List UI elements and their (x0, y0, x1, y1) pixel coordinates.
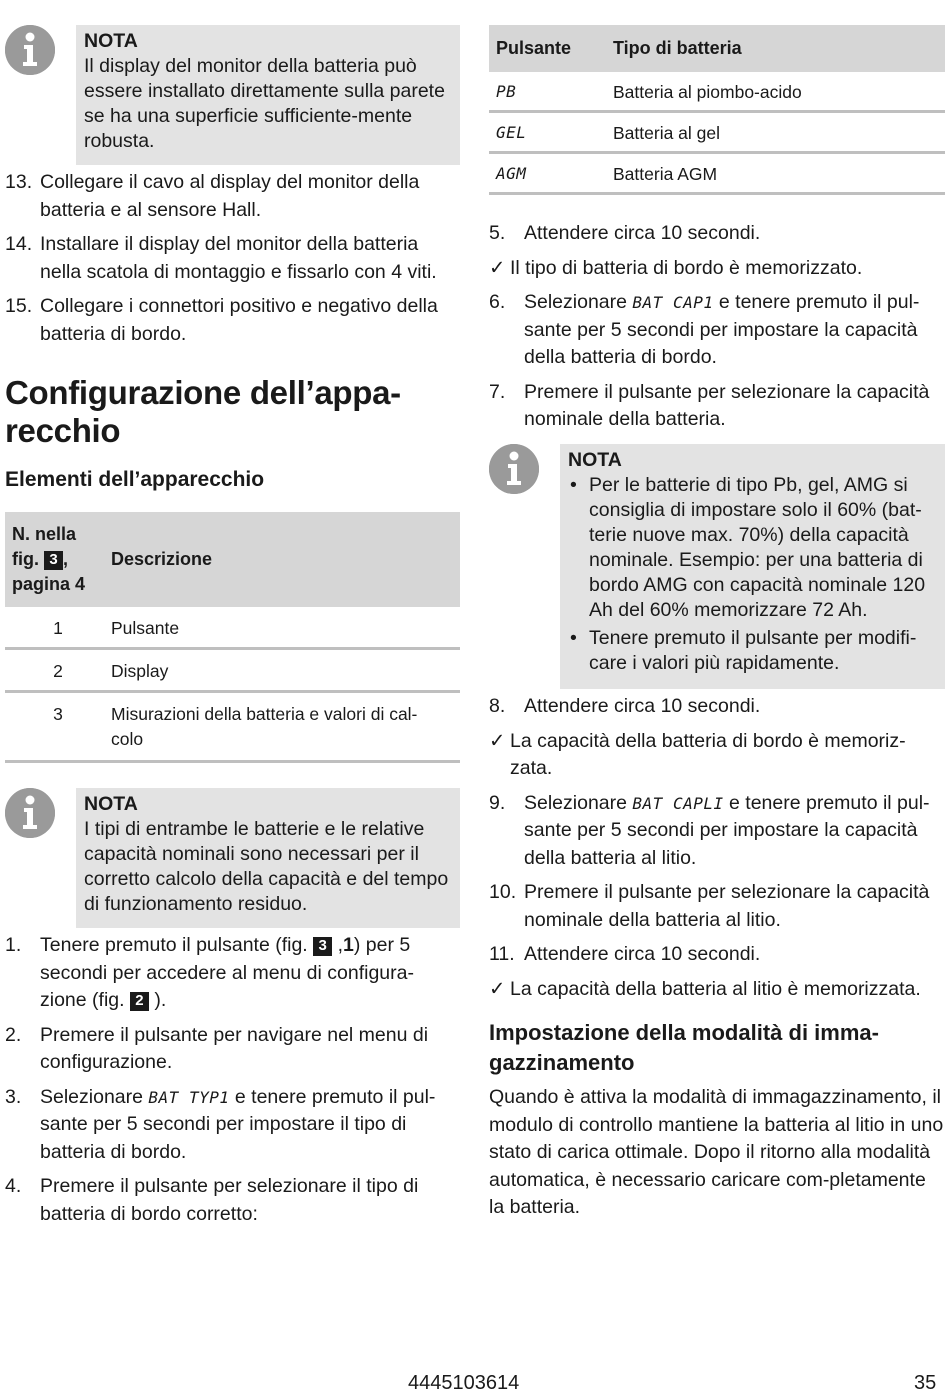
step-number: 9. (489, 791, 506, 814)
note-bullet: • Per le batterie di tipo Pb, gel, AMG si consiglia di impostare solo il 60% (bat-terie nuove max. 70%) della capacità nominale. Esempio: per una batteria di bordo AMG con capacità nominale 120 Ah del 60% memorizzare 72 Ah. (568, 473, 937, 623)
table-row (489, 153, 945, 194)
heading-line: gazzinamento (489, 1050, 635, 1075)
step-number: 13. (5, 171, 33, 193)
elements-table (5, 512, 460, 763)
table-row (5, 607, 460, 649)
page-number: 35 (914, 1372, 937, 1394)
step-number: 8. (489, 695, 506, 717)
heading-line: Configurazione dell’appa- (5, 374, 401, 411)
table-cell-number: 2 (5, 649, 111, 692)
step-text: Collegare i connettori positivo e negativo della batteria di bordo. (40, 295, 438, 345)
table-cell-description: Pulsante (111, 607, 460, 649)
lcd-menu-code: BAT CAP1 (632, 293, 714, 312)
step-3 (5, 1084, 460, 1167)
step-text: Premere il pulsante per navigare nel menu di configurazione. (40, 1023, 429, 1073)
result-step-8 (489, 728, 945, 783)
step-number: 11. (489, 943, 515, 965)
heading-line: recchio (5, 412, 121, 449)
step-number: 4. (5, 1175, 22, 1197)
header-text: pagina 4 (12, 574, 86, 594)
info-icon (5, 788, 55, 838)
table-row (489, 112, 945, 153)
step-number: 6. (489, 291, 506, 313)
table-header-description: Descrizione (111, 512, 460, 607)
note-title: NOTA (84, 30, 138, 52)
note-box (76, 25, 460, 165)
document-number: 4445103614 (408, 1372, 520, 1394)
step-text: Premere il pulsante per selezionare la capacità nominale della batteria. (524, 380, 930, 430)
step-text: Selezionare (40, 1085, 143, 1108)
check-icon: ✓ (489, 729, 506, 752)
step-6 (489, 289, 945, 372)
lcd-button-code: GEL (489, 112, 613, 153)
step-11 (489, 941, 945, 969)
table-row (489, 72, 945, 112)
table-cell-number: 1 (5, 607, 111, 649)
result-text: Il tipo di batteria di bordo è memorizzato. (510, 256, 863, 279)
step-text: ). (154, 989, 167, 1011)
table-cell-type: Batteria AGM (613, 153, 945, 194)
lcd-button-code: AGM (489, 153, 613, 194)
step-13 (5, 169, 460, 224)
step-text: , (337, 934, 343, 956)
step-text: Tenere premuto il pulsante (fig. (40, 934, 308, 956)
table-cell-description: Misurazioni della batteria e valori di cal-colo (111, 692, 460, 762)
check-icon: ✓ (489, 977, 506, 1000)
note-text: Il display del monitor della batteria può essere installato direttamente sulla parete se ha una superficie sufficiente-mente robusta. (84, 55, 445, 152)
step-14 (5, 231, 460, 286)
note-bullets (568, 473, 937, 676)
note-title: NOTA (568, 449, 622, 471)
note-wall-mount (5, 25, 460, 165)
step-text: ) per 5 secondi per accedere al menu di configura-zione (fig. (40, 934, 414, 1011)
figure-ref-badge: 3 (44, 551, 63, 570)
step-number: 10. (489, 881, 517, 903)
table-row (5, 649, 460, 692)
step-5 (489, 220, 945, 248)
storage-mode-paragraph: Quando è attiva la modalità di immagazzinamento, il modulo di controllo mantiene la batteria al litio in uno stato di carica ottimale. Dopo il ritorno alla modalità automatica, è necessario caricare com-pletamente la batteria. (489, 1086, 944, 1218)
section-heading (5, 374, 460, 450)
heading-line: Impostazione della modalità di imma- (489, 1020, 879, 1045)
note-battery-types (5, 788, 460, 928)
header-text: N. nella (12, 524, 77, 544)
result-step-5 (489, 255, 945, 283)
table-cell-description: Display (111, 649, 460, 692)
subheading: Elementi dell’apparecchio (5, 468, 265, 491)
step-number: 3. (5, 1085, 22, 1108)
step-text: Installare il display del monitor della batteria nella scatola di montaggio e fissarlo con 4 viti. (40, 233, 437, 283)
step-7 (489, 379, 945, 434)
install-steps (5, 169, 460, 355)
step-1 (5, 932, 460, 1015)
figure-ref-badge: 3 (313, 937, 332, 956)
table-cell-type: Batteria al gel (613, 112, 945, 153)
step-text: e tenere premuto il pul-sante per 5 secondi per impostare il tipo di batteria di bordo. (40, 1085, 436, 1163)
step-text: Attendere circa 10 secondi. (524, 943, 761, 965)
header-text: fig. (12, 549, 39, 569)
step-2 (5, 1022, 460, 1077)
step-text: Selezionare (524, 291, 627, 313)
step-4 (5, 1173, 460, 1228)
step-number: 5. (489, 222, 506, 244)
note-box (560, 444, 945, 689)
item-number: 1 (343, 934, 354, 956)
table-header-number (5, 512, 111, 607)
result-text: La capacità della batteria di bordo è memoriz-zata. (510, 729, 906, 779)
step-10 (489, 879, 945, 934)
step-8 (489, 693, 945, 721)
lcd-menu-code: BAT TYP1 (148, 1087, 230, 1107)
result-step-11 (489, 976, 945, 1004)
capacity-steps (489, 220, 945, 441)
step-9 (489, 790, 945, 873)
step-text: Attendere circa 10 secondi. (524, 222, 761, 244)
storage-mode-heading (489, 1018, 945, 1078)
step-number: 1. (5, 934, 22, 956)
note-bullet: • Tenere premuto il pulsante per modifi-care i valori più rapidamente. (568, 626, 937, 676)
step-text: Premere il pulsante per selezionare la capacità nominale della batteria al litio. (524, 881, 930, 931)
table-header-button: Pulsante (489, 25, 613, 72)
step-number: 14. (5, 233, 33, 255)
step-text: Collegare il cavo al display del monitor della batteria e al sensore Hall. (40, 171, 420, 221)
step-number: 15. (5, 295, 33, 317)
config-steps (5, 932, 460, 1235)
step-text: Selezionare (524, 791, 627, 814)
step-number: 2. (5, 1023, 22, 1046)
info-icon (5, 25, 55, 75)
table-row (5, 692, 460, 762)
lcd-menu-code: BAT CAPLI (632, 793, 724, 813)
step-number: 7. (489, 380, 506, 403)
step-15 (5, 293, 460, 348)
note-box (76, 788, 460, 928)
table-cell-type: Batteria al piombo-acido (613, 72, 945, 112)
header-text: , (63, 549, 69, 569)
figure-ref-badge: 2 (130, 992, 149, 1011)
step-text: Attendere circa 10 secondi. (524, 695, 761, 717)
step-text: Premere il pulsante per selezionare il tipo di batteria di bordo corretto: (40, 1175, 419, 1225)
note-capacity-tips (489, 444, 945, 689)
info-icon (489, 444, 539, 494)
table-header-type: Tipo di batteria (613, 25, 945, 72)
lithium-steps (489, 693, 945, 1010)
note-text: I tipi di entrambe le batterie e le relative capacità nominali sono necessari per il corretto calcolo della capacità e del tempo di funzionamento residuo. (84, 818, 449, 915)
check-icon: ✓ (489, 256, 506, 279)
battery-type-table (489, 25, 945, 195)
note-title: NOTA (84, 793, 138, 815)
step-text: e tenere premuto il pul-sante per 5 secondi per impostare la capacità della batteria di bordo. (524, 291, 920, 368)
step-text: e tenere premuto il pul-sante per 5 secondi per impostare la capacità della batteria al litio. (524, 791, 930, 869)
lcd-button-code: PB (489, 72, 613, 112)
table-cell-number: 3 (5, 692, 111, 762)
result-text: La capacità della batteria al litio è memorizzata. (510, 977, 921, 1000)
